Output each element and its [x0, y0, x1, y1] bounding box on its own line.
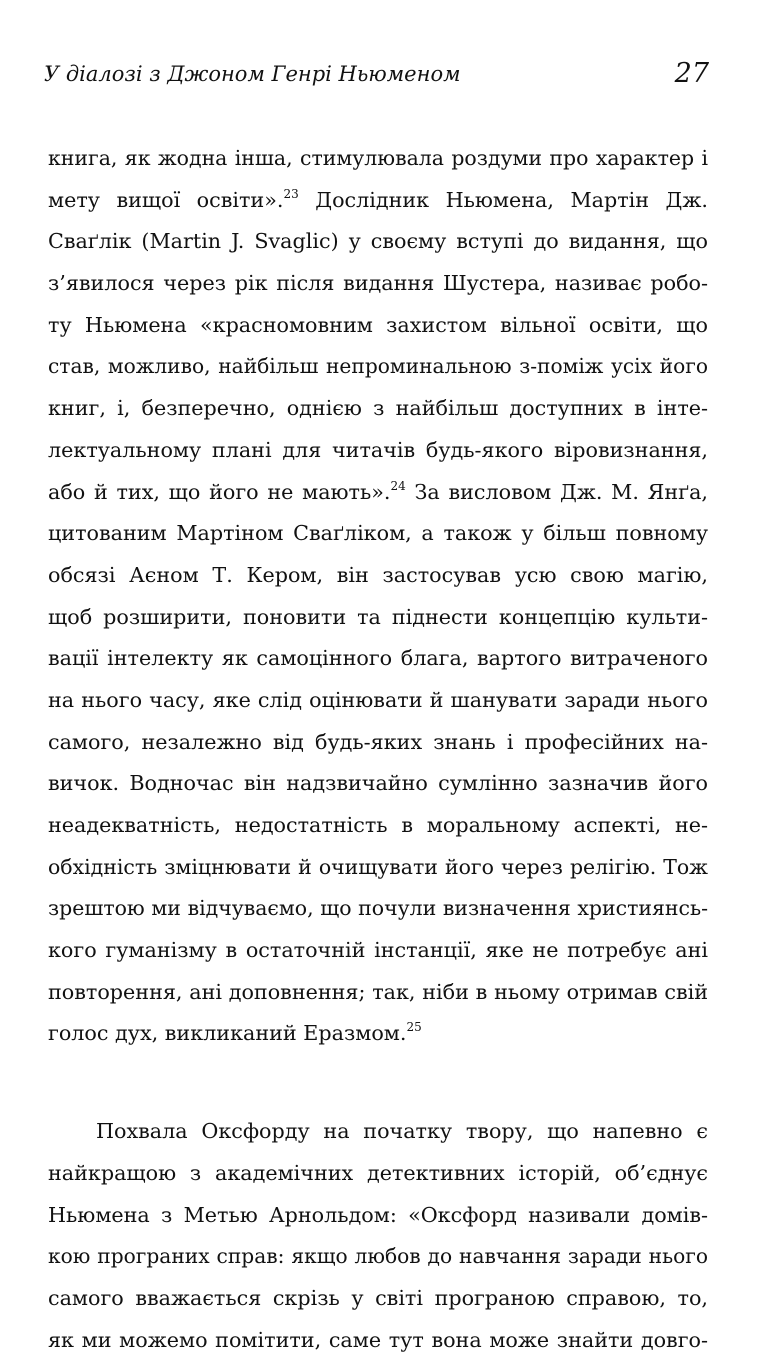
text-line: як ми можемо помітити, саме тут вона може знайти довго- — [48, 1327, 708, 1352]
text-line: з’явилося через рік після видання Шустера, називає робо- — [48, 271, 708, 296]
body-text — [48, 138, 708, 1361]
text-line: Похвала Оксфорду на початку твору, що напевно є — [96, 1119, 708, 1144]
text-line: книг, і, безперечно, однією з найбільш доступних в інте- — [48, 396, 708, 421]
text-line: обсязі Аєном Т. Кером, він застосував усю свою магію, — [48, 562, 708, 587]
text-line: неадекватність, недостатність в моральному аспекті, не- — [48, 813, 708, 837]
text-line: Ньюмена з Метью Арнольдом: «Оксфорд називали домів- — [48, 1202, 708, 1227]
text-line: книга, як жодна інша, стимулювала роздуми про характер і — [48, 146, 708, 170]
running-title: У діалозі з Джоном Генрі Ньюменом — [44, 62, 461, 86]
text-line: найкращою з академічних детективних історій, об’єднує — [48, 1160, 708, 1185]
text-line: став, можливо, найбільш непроминальною з-поміж усіх його — [48, 354, 708, 379]
text-line — [48, 1013, 708, 1055]
text-fragment: або й тих, що його не мають». — [48, 479, 391, 504]
footnote-ref[interactable]: 23 — [283, 186, 299, 201]
text-line: ту Ньюмена «красномовним захистом вільної освіти, що — [48, 312, 708, 337]
text-line: кою програних справ: якщо любов до навчання заради нього — [48, 1244, 708, 1269]
text-line: вації інтелекту як самоцінного блага, вартого витраченого — [48, 646, 708, 671]
page-number: 27 — [674, 58, 709, 89]
text-line: щоб розширити, поновити та піднести концепцію культи- — [48, 604, 708, 629]
paragraph-gap — [48, 1055, 708, 1111]
text-line: повторення, ані доповнення; так, ніби в ньому отримав свій — [48, 979, 708, 1004]
text-line: кого гуманізму в остаточній інстанції, яке не потребує ані — [48, 938, 708, 963]
text-fragment: мету вищої освіти». — [48, 187, 284, 212]
paragraph-2 — [48, 1111, 708, 1361]
text-line: вичок. Водночас він надзвичайно сумлінно зазначив його — [48, 771, 708, 796]
text-line: самого, незалежно від будь-яких знань і професійних на- — [48, 729, 708, 754]
text-line: Сваґлік (Martin J. Svaglic) у своєму вступі до видання, що — [48, 229, 708, 254]
paragraph-1 — [48, 138, 708, 1055]
footnote-ref[interactable]: 25 — [406, 1020, 422, 1035]
text-line: лектуальному плані для читачів будь-якого віровизнання, — [48, 437, 708, 462]
text-line: на нього часу, яке слід оцінювати й шанувати заради нього — [48, 687, 708, 712]
text-line: цитованим Мартіном Сваґліком, а також у більш повному — [48, 521, 708, 546]
text-fragment: Дослідник Ньюмена, Мартін Дж. — [315, 187, 708, 212]
text-line: зрештою ми відчуваємо, що почули визначення християнсь- — [48, 896, 708, 921]
text-line — [48, 472, 708, 514]
text-line: обхідність зміцнювати й очищувати його через релігію. Тож — [48, 854, 708, 879]
running-header — [44, 58, 709, 94]
text-fragment: голос дух, викликаний Еразмом. — [48, 1021, 407, 1046]
text-line — [48, 180, 708, 222]
text-line: самого вважається скрізь у світі програною справою, то, — [48, 1285, 708, 1310]
footnote-ref[interactable]: 24 — [390, 478, 406, 493]
text-fragment: За висловом Дж. М. Янґа, — [414, 479, 708, 504]
